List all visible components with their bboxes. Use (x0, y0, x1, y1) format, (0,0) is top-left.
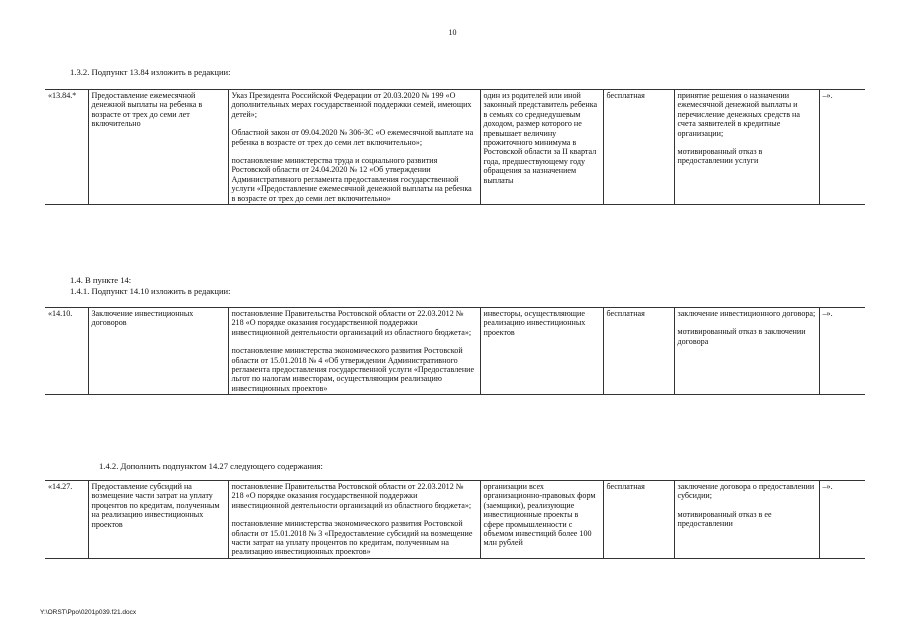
section-heading-13-84: 1.3.2. Подпункт 13.84 изложить в редакции: (70, 67, 231, 77)
table-13-84 (45, 89, 865, 205)
table-14-10 (45, 307, 865, 395)
result-1: принятие решения о назначении ежемесячной денежной выплаты и перечисление денежных средств на счета заявителей в кредитные организации; (677, 91, 800, 138)
legal-basis-2: постановление министерства экономического развития Ростовской области от 15.01.2018 № 3 «Предоставление субсидий на возмещение части затрат на уплату процентов по кредитам, полученным на реализацию инвестиционных проектов» (231, 519, 473, 557)
section-heading-14-10: 1.4.1. Подпункт 14.10 изложить в редакции: (70, 286, 231, 296)
table-row (45, 308, 865, 395)
file-path-footer: Y:\ORST\Ppo\0201p039.f21.docx (40, 609, 137, 616)
table-14-27 (45, 480, 865, 559)
row-end-mark: –». (819, 90, 865, 205)
legal-basis-2: постановление министерства экономического развития Ростовской области от 15.01.2018 № 4 «Об утверждении Административного регламента предоставления государственной услуги «Предоставление льгот по налогам инвесторам, осуществляющим реализацию инвестиционных проектов» (231, 346, 475, 393)
legal-basis-1: постановление Правительства Ростовской области от 22.03.2012 № 218 «О порядке оказания государственной поддержки инвестиционной деятельности организаций из областного бюджета»; (231, 309, 472, 337)
page-number: 10 (448, 28, 457, 37)
result (674, 481, 819, 559)
table-row (45, 90, 865, 205)
recipients: один из родителей или иной законный представитель ребенка в семьях со среднедушевым доходом, размер которого не превышает величину прожиточного минимума в Ростовской области за II квартал года, предшествующему году обращения за назначением выплаты (480, 90, 603, 205)
fee: бесплатная (603, 90, 674, 205)
legal-basis (228, 481, 480, 559)
recipients: организации всех организационно-правовых форм (заемщики), реализующие инвестиционные проекты в сфере промышленности с объемом инвестиций более 100 млн рублей (480, 481, 603, 559)
item-number: «13.84.* (45, 90, 88, 205)
fee: бесплатная (603, 481, 674, 559)
legal-basis-3: постановление министерства труда и социального развития Ростовской области от 24.04.2020 № 12 «Об утверждении Административного регламента предоставления государственной услуги «Предоставление ежемесячной денежной выплаты на ребенка в возрасте от трех до семи лет включительно» (231, 156, 472, 203)
service-name: Предоставление ежемесячной денежной выплаты на ребенка в возрасте от трех до семи лет включительно (88, 90, 228, 205)
result-1: заключение инвестиционного договора; (677, 309, 816, 318)
row-end-mark: –». (819, 481, 865, 559)
legal-basis-1: постановление Правительства Ростовской области от 22.03.2012 № 218 «О порядке оказания государственной поддержки инвестиционной деятельности организаций из областного бюджета»; (231, 482, 472, 510)
result-2: мотивированный отказ в ее предоставлении (677, 509, 772, 529)
service-name: Предоставление субсидий на возмещение части затрат на уплату процентов по кредитам, полученным на реализацию инвестиционных проектов (88, 481, 228, 559)
recipients: инвесторы, осуществляющие реализацию инвестиционных проектов (480, 308, 603, 395)
item-number: «14.10. (45, 308, 88, 395)
row-end-mark: –». (819, 308, 865, 395)
service-name: Заключение инвестиционных договоров (88, 308, 228, 395)
result-2: мотивированный отказ в заключении договора (677, 327, 806, 346)
table-row (45, 481, 865, 559)
legal-basis (228, 308, 480, 395)
result (674, 308, 819, 395)
section-heading-14: 1.4. В пункте 14: (70, 275, 132, 285)
result (674, 90, 819, 205)
result-1: заключение договора о предоставлении субсидии; (677, 482, 815, 501)
section-heading-14-27: 1.4.2. Дополнить подпунктом 14.27 следующего содержания: (99, 461, 323, 471)
fee: бесплатная (603, 308, 674, 395)
legal-basis-1: Указ Президента Российской Федерации от 20.03.2020 № 199 «О дополнительных мерах государственной поддержки семей, имеющих детей»; (231, 91, 472, 119)
item-number: «14.27. (45, 481, 88, 559)
legal-basis (228, 90, 480, 205)
legal-basis-2: Областной закон от 09.04.2020 № 306-ЗС «О ежемесячной выплате на ребенка в возрасте от трех до семи лет включительно»; (231, 128, 474, 147)
result-2: мотивированный отказ в предоставлении услуги (677, 147, 763, 166)
